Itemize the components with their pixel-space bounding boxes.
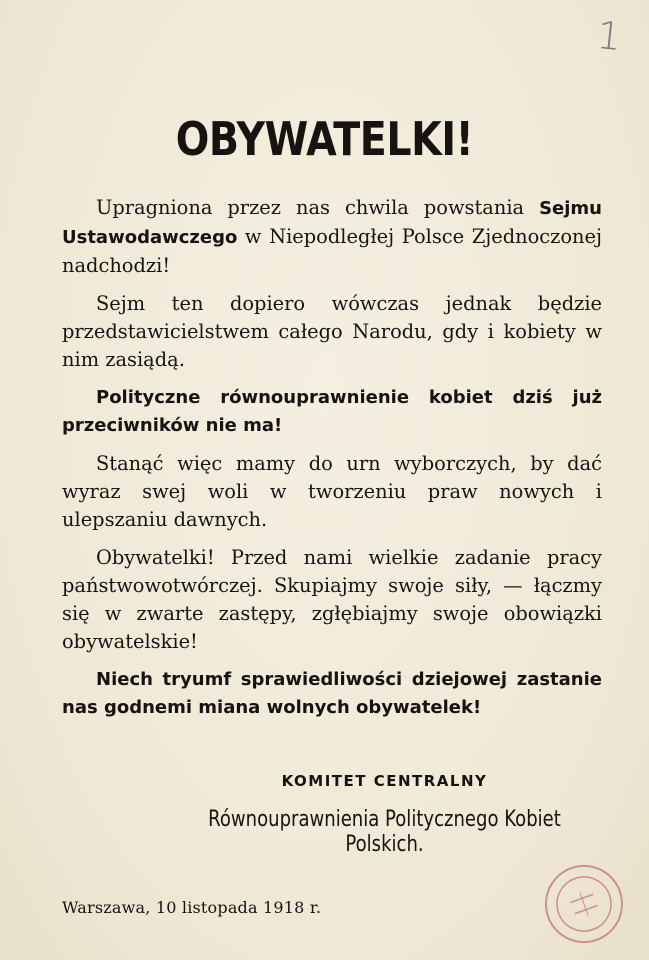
paragraph-1-start: Upragniona przez nas chwila powstania (96, 196, 540, 219)
page-number: 1 (594, 12, 624, 60)
dateline: Warszawa, 10 listopada 1918 r. (62, 898, 322, 917)
page-title: OBYWATELKI! (175, 112, 474, 166)
archive-stamp-icon (530, 850, 638, 958)
committee-name: KOMITET CENTRALNY (281, 772, 488, 790)
paragraph-5: Obywatelki! Przed nami wielkie zadanie pracy państwowotwórczej. Skupiajmy swoje siły, — łączmy się w zwarte zastępy, zgłębiajmy swoje obowiązki obywatelskie! (62, 546, 602, 653)
organization-name (0, 807, 649, 857)
document-body (62, 194, 602, 732)
paragraph-1-bold: Sejmu Ustawodawczego (62, 198, 602, 248)
paragraph-1-end: w Niepodległej Polsce Zjednoczonej nadchodzi! (62, 225, 602, 277)
paragraph-1 (62, 194, 602, 280)
organization-text: Równouprawnienia Politycznego Kobiet Polskich. (208, 807, 561, 857)
paragraph-2: Sejm ten dopiero wówczas jednak będzie przedstawicielstwem całego Narodu, gdy i kobiety w nim zasiądą. (62, 292, 602, 371)
paragraph-4: Stanąć więc mamy do urn wyborczych, by dać wyraz swej woli w tworzeniu praw nowych i ulepszaniu dawnych. (62, 452, 602, 531)
paragraph-6: Niech tryumf sprawiedliwości dziejowej zastanie nas godnemi miana wolnych obywatelek! (62, 669, 602, 718)
paragraph-3: Polityczne równouprawnienie kobiet dziś już przeciwników nie ma! (62, 387, 602, 436)
